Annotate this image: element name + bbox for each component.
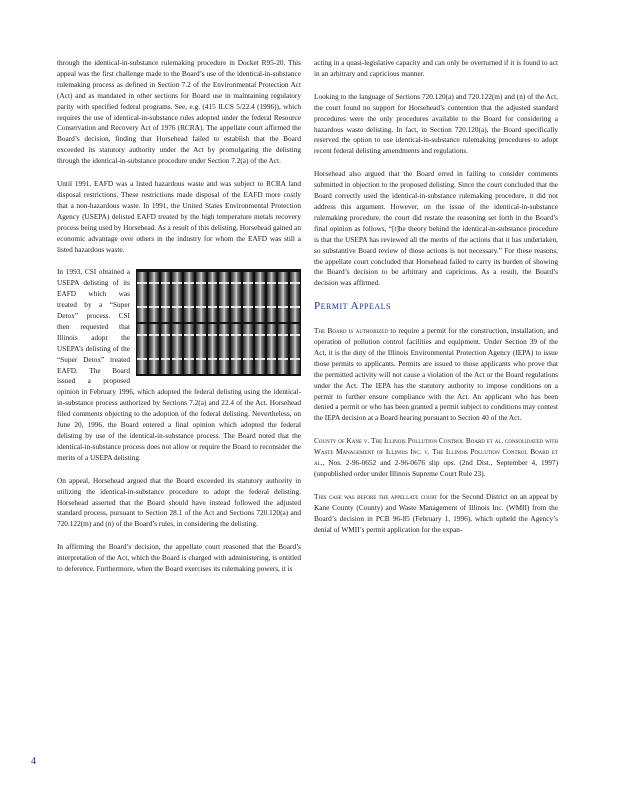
paragraph: In affirming the Board’s decision, the appellate court reasoned that the Board’s interpretation of the Act, which the Board is charged with administering, is entitled to deference. Furthermore, when the Board exercises its rulemaking powers, it is [57,542,301,574]
law-books-photo [136,269,301,376]
case-details: Nos. 2-96-0652 and 2-96-0676 slip ops. (2nd Dist., September 4, 1997) (unpublished order under Illinois Supreme Court Rule 23). [314,458,558,478]
paragraph: In 1993, CSI obtained a USEPA delisting of its EAFD which was treated by a “Super Detox” process. CSI then requested that Illinois adopt the USEPA’s delisting of the “Super Detox” treated EAFD. The Board issued a proposed opinion in February 1996, which adopted the federal delisting using the identical-in-substance process authorized by Sections 7.2(a) and 22.4 of the Act. Horsehead filed comments objecting to the adoption of the federal delisting. Nevertheless, on June 20, 1996, the Board entered a final opinion which adopted the federal delisting by use of the identical-in-substance process. The Board noted that the identical-in-substance process does not allow or require the Board to reconsider the merits of a USEPA delisting. [57,267,301,462]
paragraph: Horsehead also argued that the Board erred in failing to consider comments submitted in objection to the proposed delisting. Since the court concluded that the Board correctly used the identical-in-substance rulemaking procedure, it did not address this argument. However, on the issue of the identical-in-substance rulemaking procedure, the court did restate the reasoning set forth in the Board’s final opinion as follows, “[t]he theory behind the identical-in-substance procedure is that the USEPA has reviewed all the merits of the actions that it has undertaken, so substantive Board review of those actions is not necessary.” For these reasons, the appellate court concluded that Horsehead failed to carry its burden of showing the Board’s decision to be arbitrary and capricious. As a result, the Board’s decision was affirmed. [314,169,558,288]
bookshelf-top [136,272,301,322]
left-column [57,58,301,587]
page-number: 4 [31,756,36,767]
paragraph: Until 1991, EAFD was a listed hazardous waste and was subject to RCRA land disposal restrictions. These restrictions made disposal of the EAFD more costly that a non-hazardous waste. In 1991, the United States Environmental Protection Agency (USEPA) delisted EAFD treated by the high temperature metals recovery process being used by Horsehead. As a result of this delisting, Horsehead gained an economic advantage over others in the industry for whom the EAFD was still a listed hazardous waste. [57,179,301,254]
paragraph [314,326,558,424]
paragraph-with-photo [57,267,301,463]
bookshelf-bottom [136,324,301,374]
paragraph: On appeal, Horsehead argued that the Board exceeded its statutory authority in utilizing the identical-in-substance procedure to adopt the federal delisting. Horsehead asserted that the Board should have instead followed the adjusted standard process, pursuant to Section 28.1 of the Act and Sections 720.120(a) and 720.122(m) and (n) of the Board’s rules, in considering the delisting. [57,475,301,529]
paragraph-body: for the Second District on an appeal by Kane County (County) and Waste Management of Illinois Inc. (WMII) from the Board’s decision in PCB 96-85 (February 1, 1996), which upheld the Agency’s denial of WMII’s permit application for the expan- [314,491,558,534]
section-heading: Permit Appeals [314,300,391,313]
paragraph [314,492,558,536]
lead-in: This case was before the appellate court [314,491,438,501]
right-column [314,58,558,548]
case-title: County of Kane v. The Illinois Pollution Control Board et al. consolidated with Waste Management of Illinois Inc. v. The Illinois Pollution Control Board et al., [314,436,558,468]
case-citation [314,436,558,480]
paragraph-body: to require a permit for the construction, installation, and operation of pollution control facilities and equipment. Under Section 39 of the Act, it is the duty of the Illinois Environmental Protection Agency (IEPA) to issue those permits to applicants. Permits are issued to those applicants who prove that the permitted activity will not cause a violation of the Act or the Board regulations under the Act. The IEPA has the statutory authority to impose conditions on a permit to further ensure compliance with the Act. An applicant who has been denied a permit or who has been granted a permit subject to conditions may contest the IEPA decision at a Board hearing pursuant to Section 40 of the Act. [314,326,558,423]
paragraph: through the identical-in-substance rulemaking procedure in Docket R95-20. This appeal was the first challenge made to the Board’s use of the identical-in-substance rulemaking process as defined in Section 7.2 of the Environmental Protection Act (Act) and as mandated in other sections for Board use in maintaining regulatory parity with specified federal programs. See, e.g. (415 ILCS 5/22.4 (1996)), which requires the use of identical-in-substance rules adopted under the federal Resource Conservation and Recovery Act of 1976 (RCRA). The appellate court affirmed the Board’s decision, finding that Horsehead failed to establish that the Board exceeded its statutory authority under the Act by promulgating the delisting through the identical-in-substance procedure under Section 7.2(a) of the Act. [57,58,301,166]
paragraph: Looking to the language of Sections 720.120(a) and 720.122(m) and (n) of the Act, the court found no support for Horsehead’s contention that the adjusted standard procedures were the only procedures available to the Board for considering a hazardous waste delisting. In fact, in Section 720.120(a), the Board specifically reserved the option to use identical-in-substance rulemaking procedures to adopt recent federal delisting amendments and regulations. [314,91,558,156]
paragraph: acting in a quasi-legislative capacity and can only be overturned if it is found to act in an arbitrary and capricious manner. [314,58,558,78]
lead-in: The Board is authorized [314,326,388,336]
